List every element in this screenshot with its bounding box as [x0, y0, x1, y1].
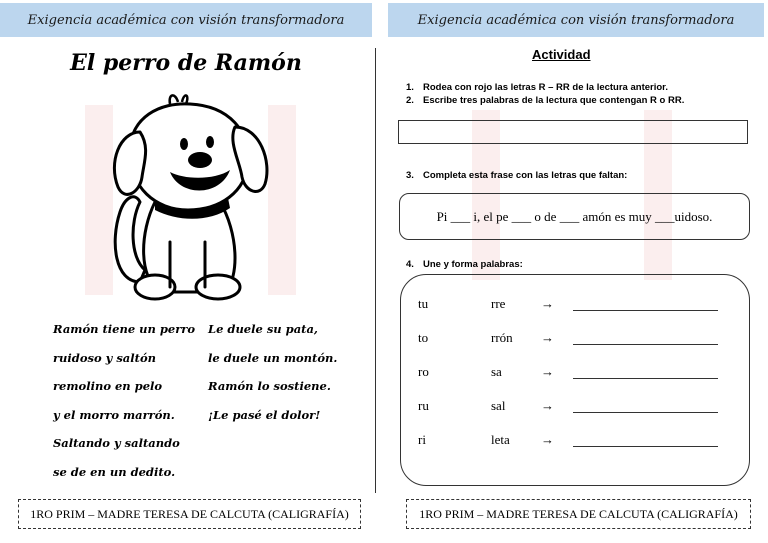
instruction-1	[406, 82, 668, 93]
instruction-number: 4.	[406, 259, 414, 270]
right-page	[382, 0, 768, 543]
page-divider	[375, 48, 376, 493]
syllable-right: leta	[491, 432, 510, 447]
syllable-left: ru	[418, 398, 429, 413]
arrow-icon: →	[541, 296, 554, 311]
instruction-2	[406, 95, 684, 106]
left-footer: 1RO PRIM – MADRE TERESA DE CALCUTA (CALIGRAFÍA)	[18, 499, 361, 529]
arrow-icon: →	[541, 330, 554, 345]
right-header: Exigencia académica con visión transformadora	[388, 3, 764, 37]
answer-box[interactable]	[398, 120, 748, 144]
answer-line[interactable]	[573, 344, 718, 345]
answer-line[interactable]	[573, 412, 718, 413]
arrow-icon: →	[541, 398, 554, 413]
poem-line: Saltando y saltando	[53, 436, 180, 450]
syllable-left: ro	[418, 364, 429, 379]
instruction-number: 2.	[406, 95, 414, 106]
instruction-text: Completa esta frase con las letras que faltan:	[423, 170, 628, 181]
matching-box	[400, 274, 750, 486]
instruction-text: Une y forma palabras:	[423, 259, 523, 270]
syllable-left: tu	[418, 296, 429, 311]
right-footer: 1RO PRIM – MADRE TERESA DE CALCUTA (CALIGRAFÍA)	[406, 499, 751, 529]
poem-line: le duele un montón.	[208, 350, 338, 365]
poem-line: ¡Le pasé el dolor!	[208, 407, 321, 422]
poem-line: ruidoso y saltón	[53, 350, 156, 365]
fill-in-phrase[interactable]: Pi ___ i, el pe ___ o de ___ amón es muy ___uidoso.	[399, 193, 750, 240]
syllable-right: sal	[491, 398, 506, 413]
syllable-right: rre	[491, 296, 506, 311]
arrow-icon: →	[541, 364, 554, 379]
instruction-3	[406, 170, 627, 181]
poem-column-2	[208, 322, 337, 436]
poem-line: Ramón lo sostiene.	[208, 379, 331, 393]
instruction-number: 1.	[406, 82, 414, 93]
poem-column-1	[53, 322, 195, 493]
left-header: Exigencia académica con visión transformadora	[0, 3, 372, 37]
left-page	[0, 0, 372, 543]
poem-line: Ramón tiene un perro	[53, 322, 196, 336]
answer-line[interactable]	[573, 310, 718, 311]
syllable-left: ri	[418, 432, 426, 447]
instruction-text: Escribe tres palabras de la lectura que contengan R o RR.	[423, 95, 685, 106]
poem-line: Le duele su pata,	[208, 322, 318, 336]
story-title: El perro de Ramón	[70, 50, 302, 76]
poem-line: remolino en pelo	[53, 379, 163, 393]
syllable-left: to	[418, 330, 429, 345]
arrow-icon: →	[541, 432, 554, 447]
syllable-right: sa	[491, 364, 502, 379]
instruction-number: 3.	[406, 170, 414, 181]
poem-line: y el morro marrón.	[53, 407, 175, 422]
dog-illustration	[100, 92, 275, 302]
syllable-right: rrón	[491, 330, 513, 345]
poem-line: se de en un dedito.	[53, 464, 176, 479]
answer-line[interactable]	[573, 378, 718, 379]
answer-line[interactable]	[573, 446, 718, 447]
instruction-4	[406, 259, 523, 270]
activity-title: Actividad	[532, 47, 591, 62]
instruction-text: Rodea con rojo las letras R – RR de la lectura anterior.	[423, 82, 668, 93]
